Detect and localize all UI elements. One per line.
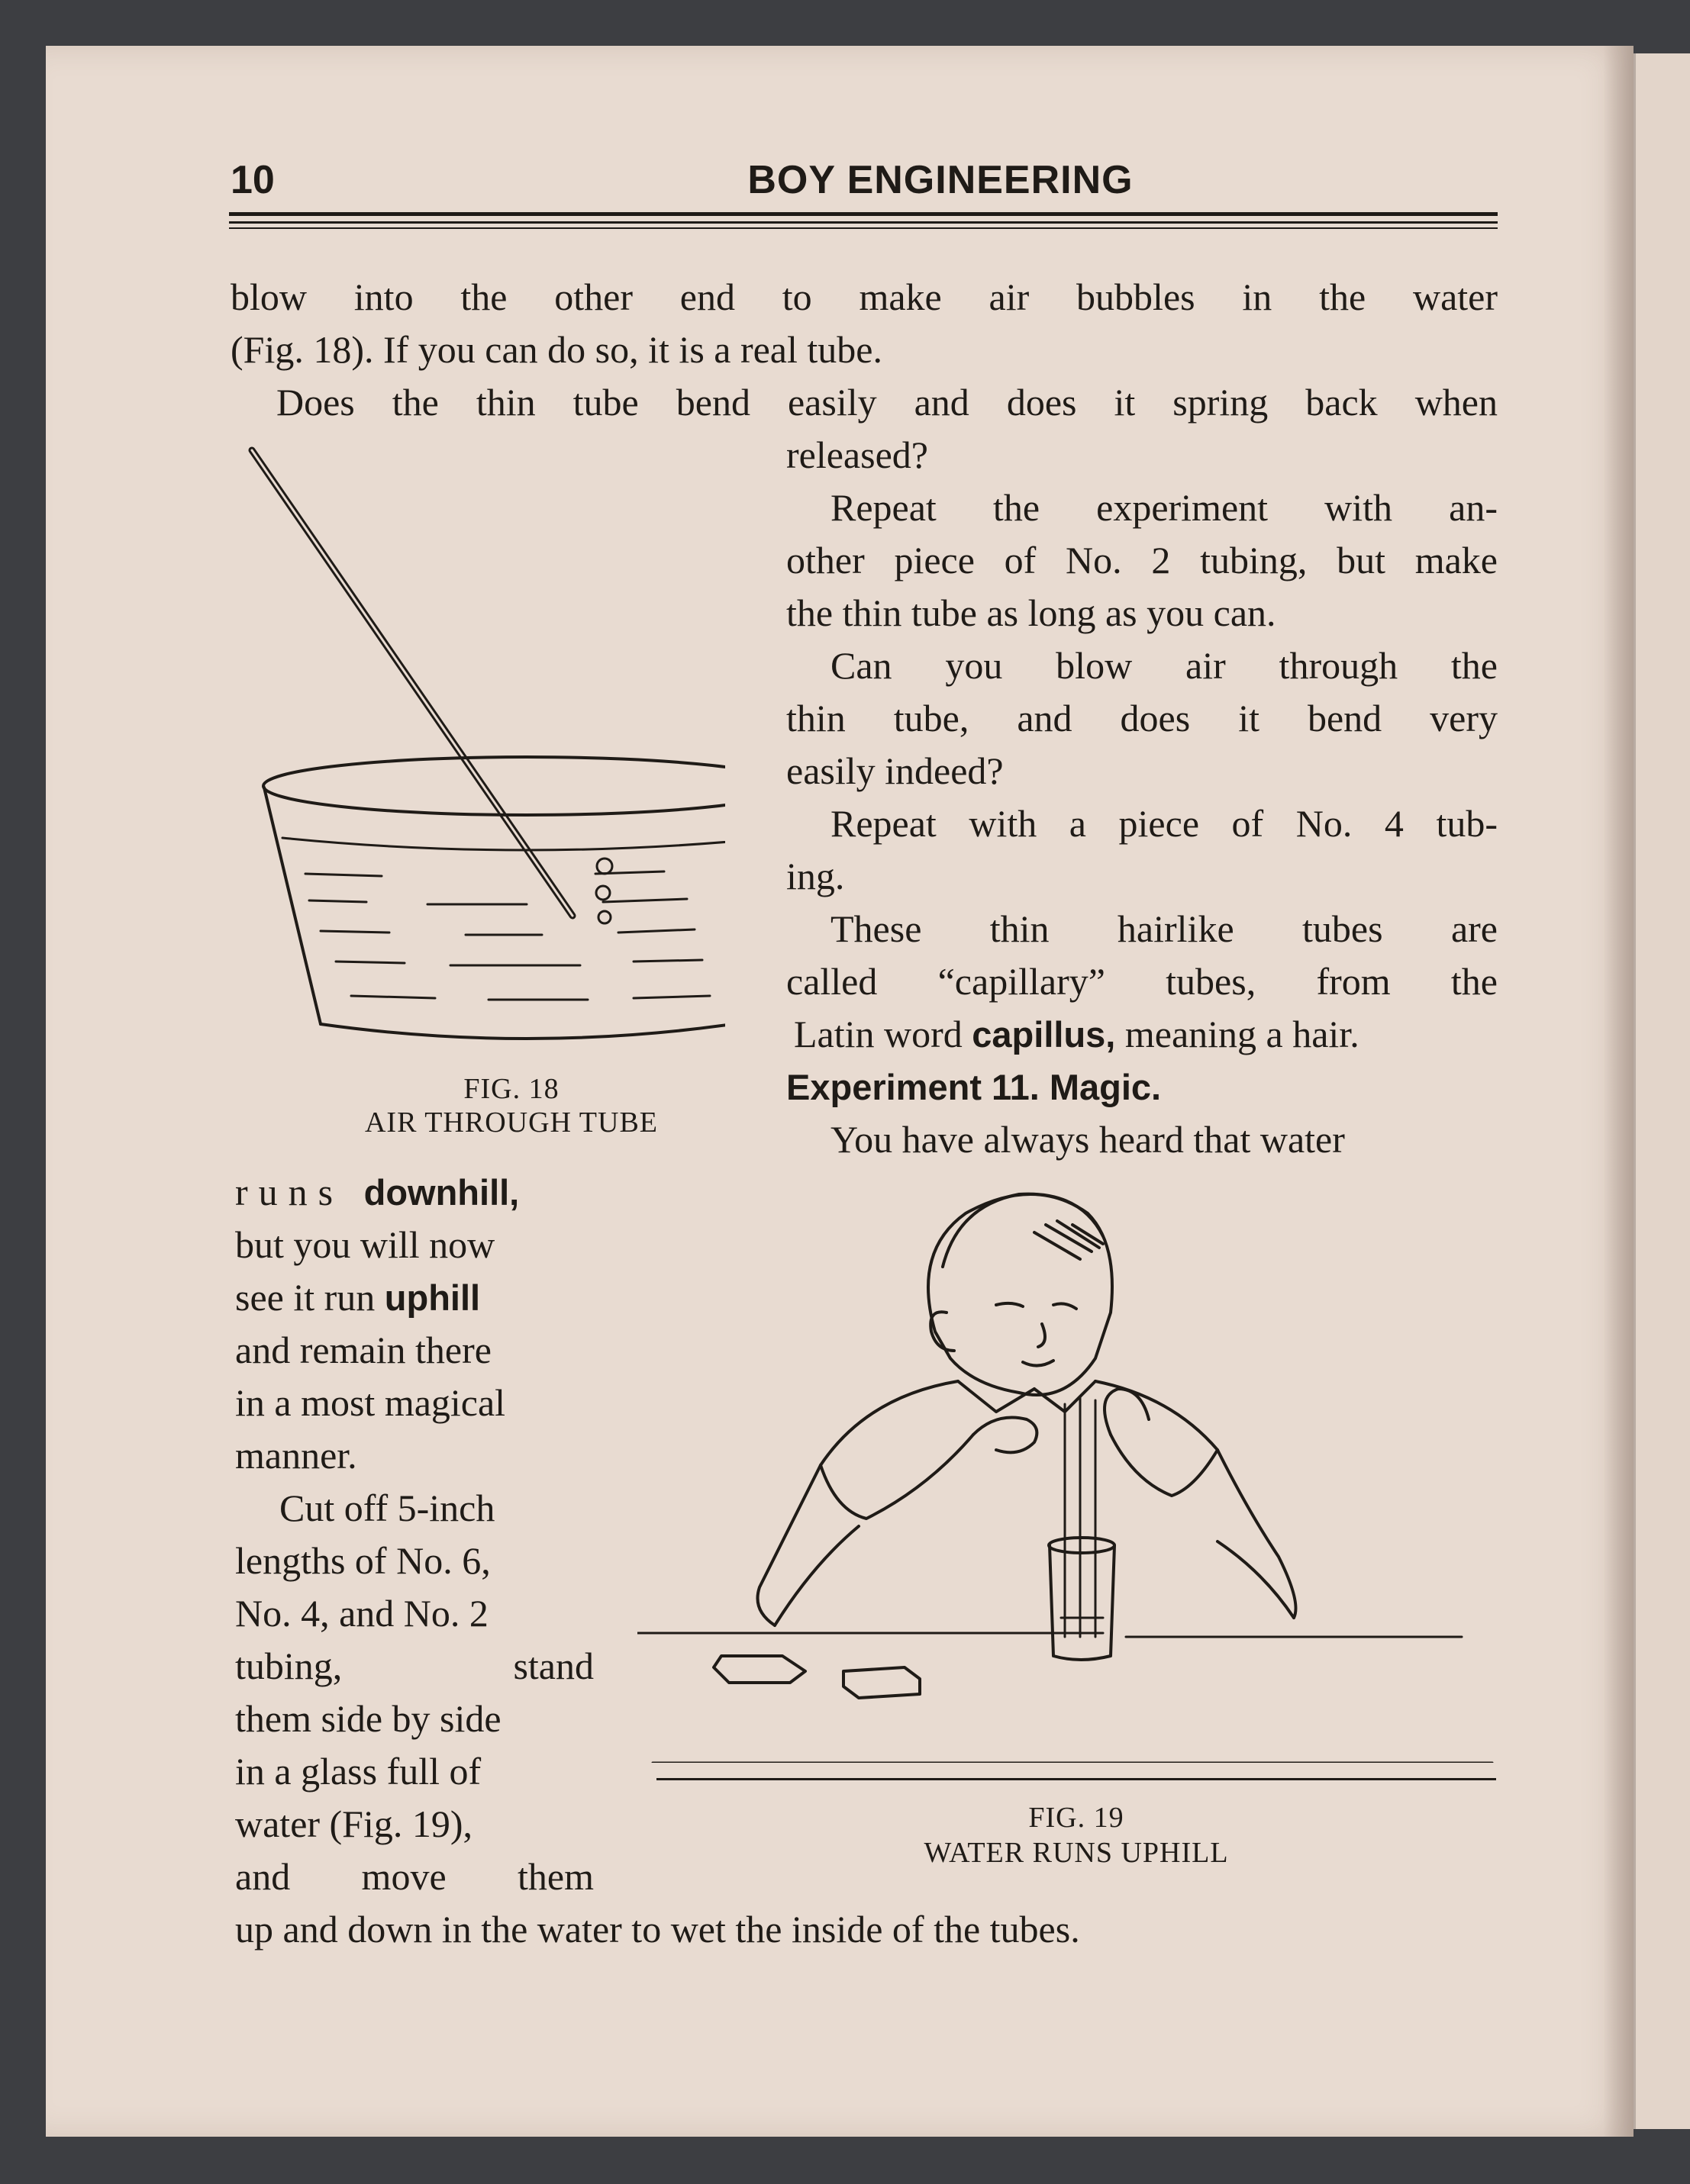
text-run: runs — [235, 1171, 364, 1213]
figure-19-base-line — [656, 1778, 1496, 1780]
body-line: other piece of No. 2 tubing, but make — [786, 539, 1498, 581]
facing-page-edge — [1634, 53, 1690, 2129]
body-line: in a most magical — [235, 1381, 506, 1424]
header-rule — [229, 221, 1498, 224]
body-line: You have always heard that water — [830, 1118, 1345, 1161]
body-line: No. 4, and No. 2 — [235, 1592, 489, 1635]
body-line: tubing, stand — [235, 1644, 594, 1687]
bold-term: downhill, — [363, 1172, 520, 1213]
body-line: up and down in the water to wet the inside of the tubes. — [235, 1908, 1080, 1950]
running-head: BOY ENGINEERING — [747, 158, 1134, 202]
page-header — [231, 157, 1498, 203]
page-number: 10 — [231, 158, 275, 202]
spine-shadow — [1603, 46, 1634, 2137]
header-rule — [229, 212, 1498, 216]
body-line: Can you blow air through the — [830, 644, 1498, 687]
body-line: and remain there — [235, 1329, 492, 1371]
figure-18-caption: AIR THROUGH TUBE — [364, 1106, 659, 1139]
body-line: released? — [786, 433, 928, 476]
figure-18-illustration — [237, 435, 725, 1053]
body-line: Repeat the experiment with an- — [830, 486, 1498, 529]
body-line: but you will now — [235, 1223, 495, 1266]
body-line: lengths of No. 6, — [235, 1539, 491, 1582]
body-line: Does the thin tube bend easily and does it spring back when — [276, 381, 1498, 424]
figure-19-number: FIG. 19 — [1028, 1802, 1124, 1834]
body-line: (Fig. 18). If you can do so, it is a real tube. — [231, 328, 882, 371]
body-line: Repeat with a piece of No. 4 tub- — [830, 802, 1498, 845]
body-line: in a glass full of — [235, 1750, 482, 1793]
body-line: manner. — [235, 1434, 357, 1477]
body-line — [794, 1008, 1359, 1061]
body-line: and move them — [235, 1855, 594, 1898]
figure-19-caption: WATER RUNS UPHILL — [924, 1837, 1229, 1869]
text-run: meaning a hair. — [1115, 1013, 1359, 1055]
body-line: ing. — [786, 855, 845, 897]
body-line: them side by side — [235, 1697, 502, 1740]
body-line: These thin hairlike tubes are — [830, 907, 1498, 950]
body-line: Cut off 5-inch — [279, 1487, 495, 1529]
text-run: blow into the other end to make air bubbles in the water — [231, 275, 1498, 318]
bold-term: capillus, — [972, 1014, 1116, 1055]
header-rule — [229, 227, 1498, 229]
body-line — [231, 271, 1498, 323]
body-line — [235, 1271, 480, 1324]
figure-19-illustration — [637, 1160, 1500, 1763]
experiment-title: Experiment 11. Magic. — [786, 1067, 1162, 1107]
body-line: the thin tube as long as you can. — [786, 591, 1276, 634]
experiment-heading — [786, 1061, 1161, 1113]
body-line: water (Fig. 19), — [235, 1802, 473, 1845]
body-line: called “capillary” tubes, from the — [786, 960, 1498, 1003]
text-run: Latin word — [794, 1013, 972, 1055]
body-line — [235, 1166, 519, 1219]
figure-18-number: FIG. 18 — [463, 1073, 560, 1105]
text-run: see it run — [235, 1276, 385, 1319]
bold-term: uphill — [384, 1277, 481, 1318]
body-line: easily indeed? — [786, 749, 1004, 792]
body-line: thin tube, and does it bend very — [786, 697, 1498, 739]
